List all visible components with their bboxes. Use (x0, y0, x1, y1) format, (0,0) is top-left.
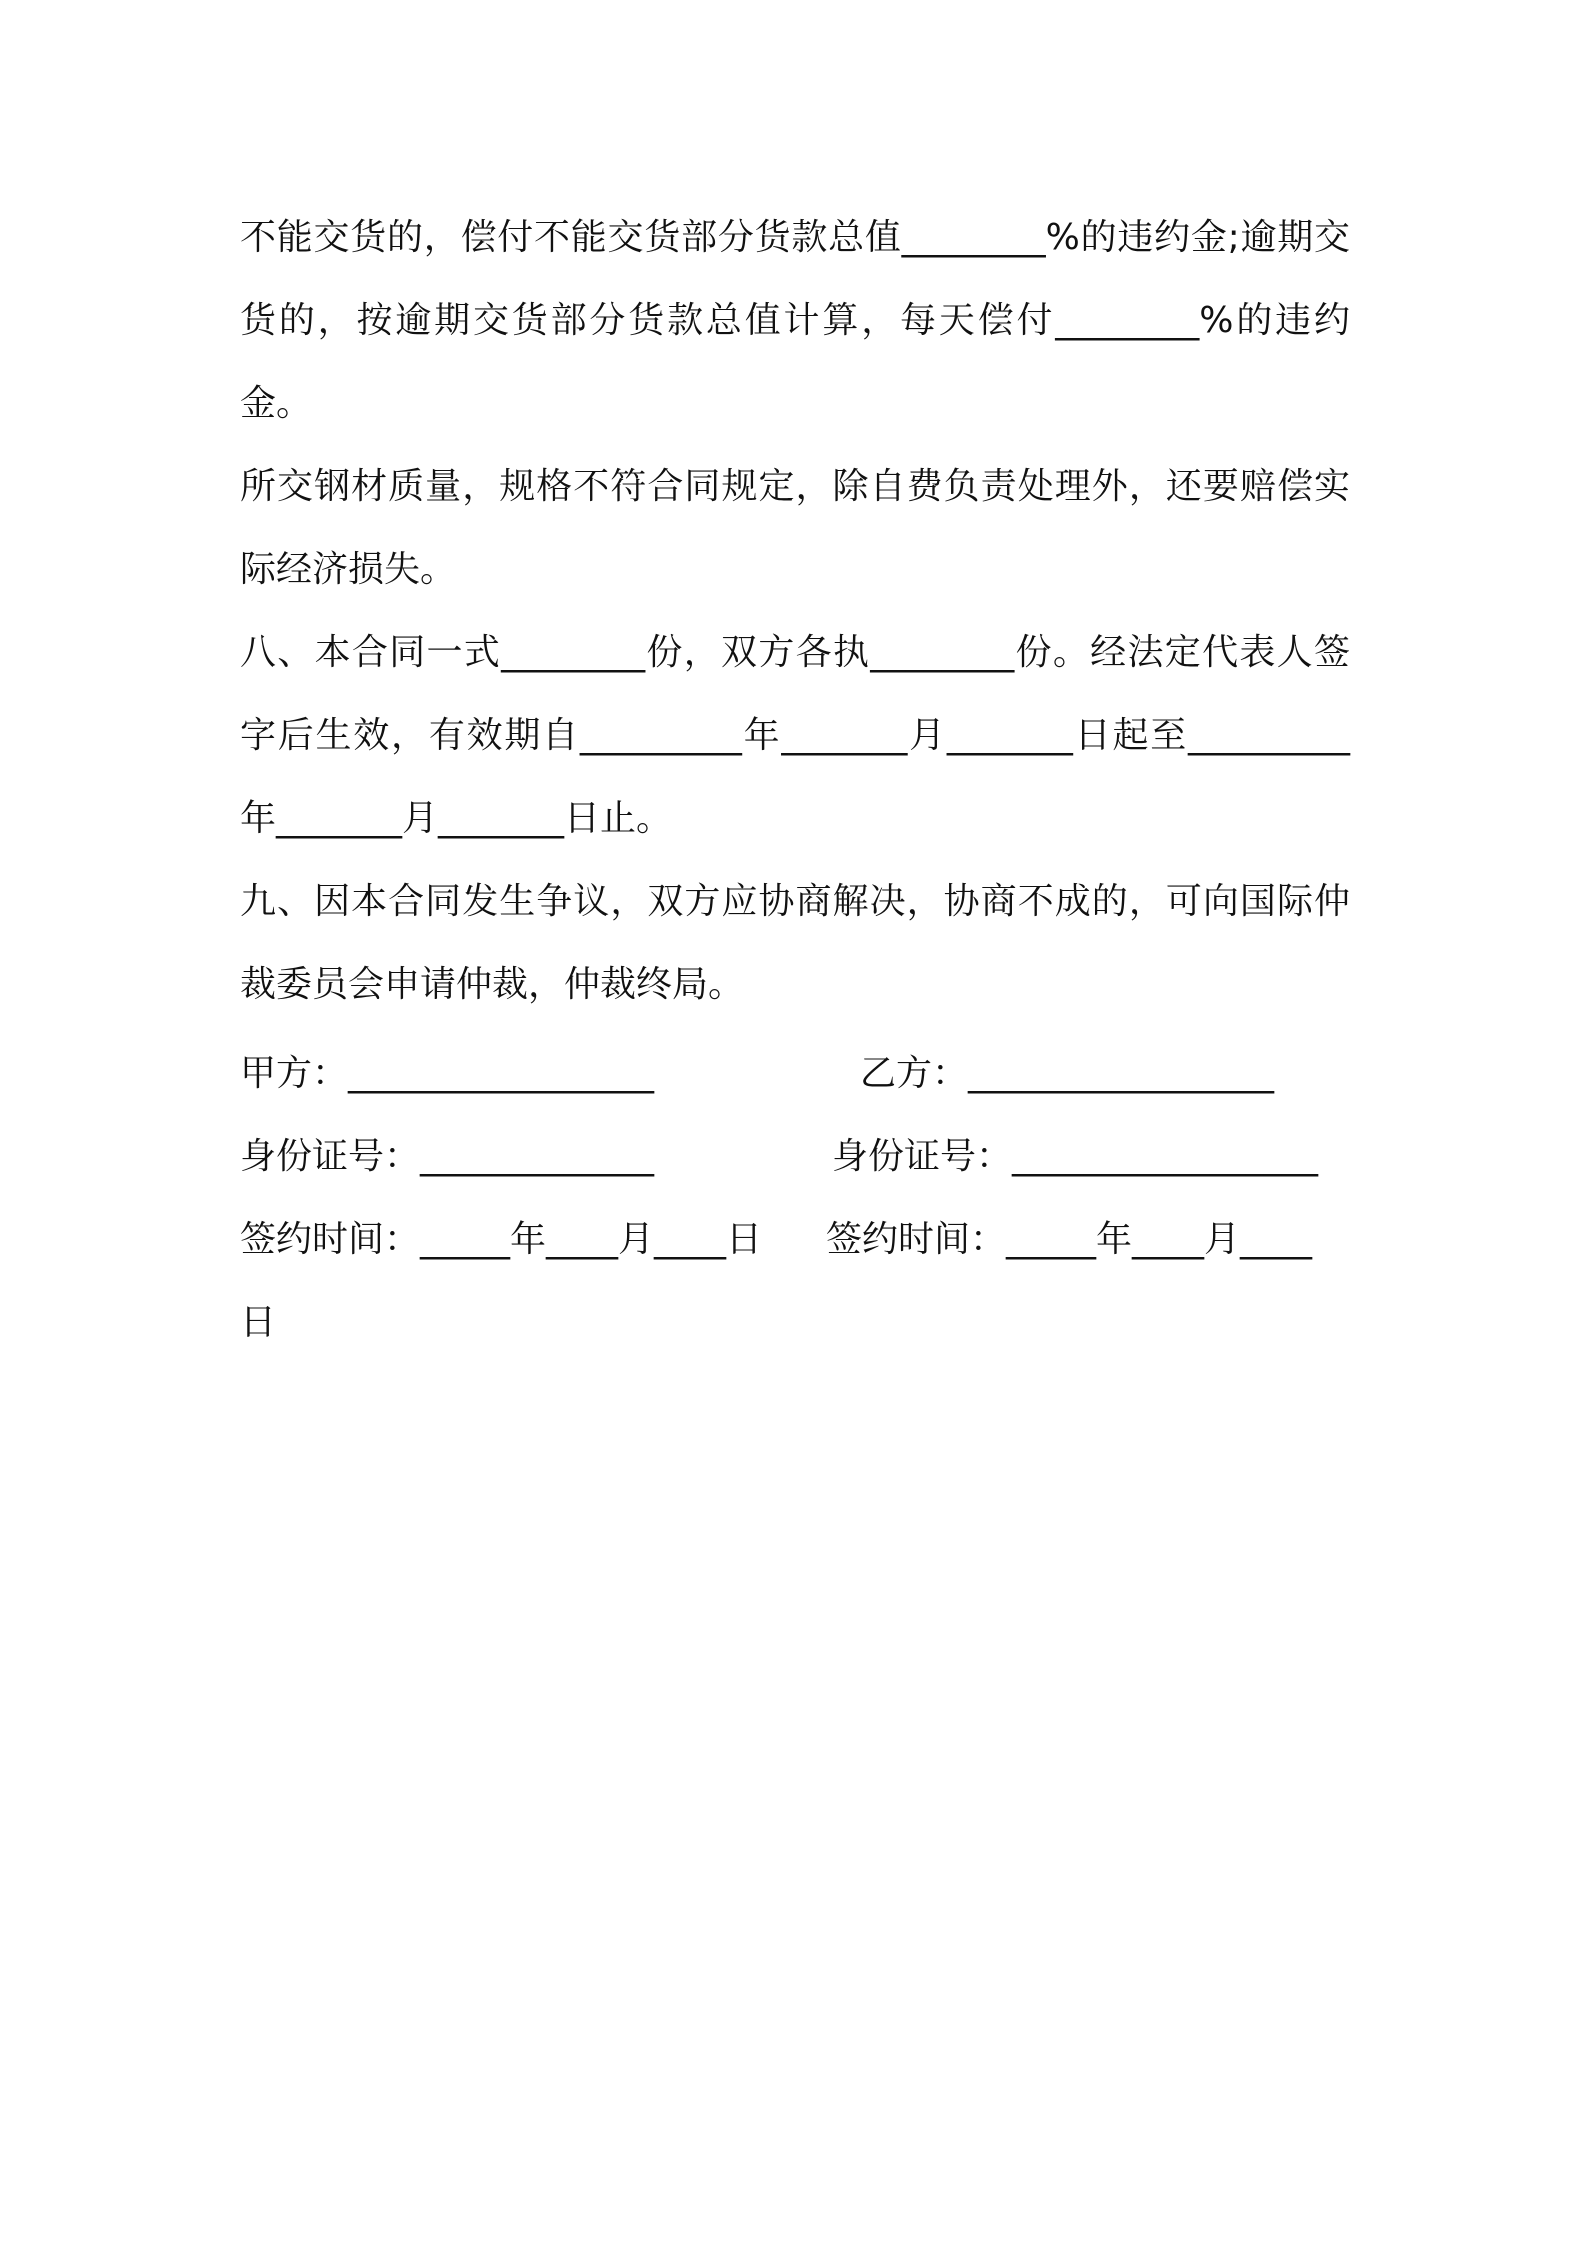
party-a-line: 甲方：_________________ (240, 1053, 655, 1094)
party-a-id-line: 身份证号：_____________ (240, 1136, 655, 1177)
paragraph-penalty-delivery: 不能交货的，偿付不能交货部分货款总值________%的违约金;逾期交货的，按逾期交货部分货款总值计算，每天偿付________%的违约金。 (240, 217, 1350, 424)
party-b-date-line: 签约时间：_____年____月____ (826, 1219, 1313, 1260)
paragraph-quality-compensation: 所交钢材质量，规格不符合同规定，除自费负责处理外，还要赔偿实际经济损失。 (240, 466, 1350, 590)
party-b-line: 乙方：_________________ (860, 1053, 1275, 1094)
party-b-date-day: 日 (240, 1302, 277, 1343)
party-a-date-line: 签约时间：_____年____月____日 (240, 1219, 763, 1260)
contract-body (240, 196, 1350, 1026)
clause-eight-copies-validity: 八、本合同一式________份，双方各执________份。经法定代表人签字后生效，有效期自_________年_______月_______日起至_________年_______月_______日止。 (240, 632, 1350, 839)
clause-nine-arbitration: 九、因本合同发生争议，双方应协商解决，协商不成的，可向国际仲裁委员会申请仲裁，仲裁终局。 (240, 881, 1350, 1005)
party-b-id-line: 身份证号：_________________ (832, 1136, 1319, 1177)
